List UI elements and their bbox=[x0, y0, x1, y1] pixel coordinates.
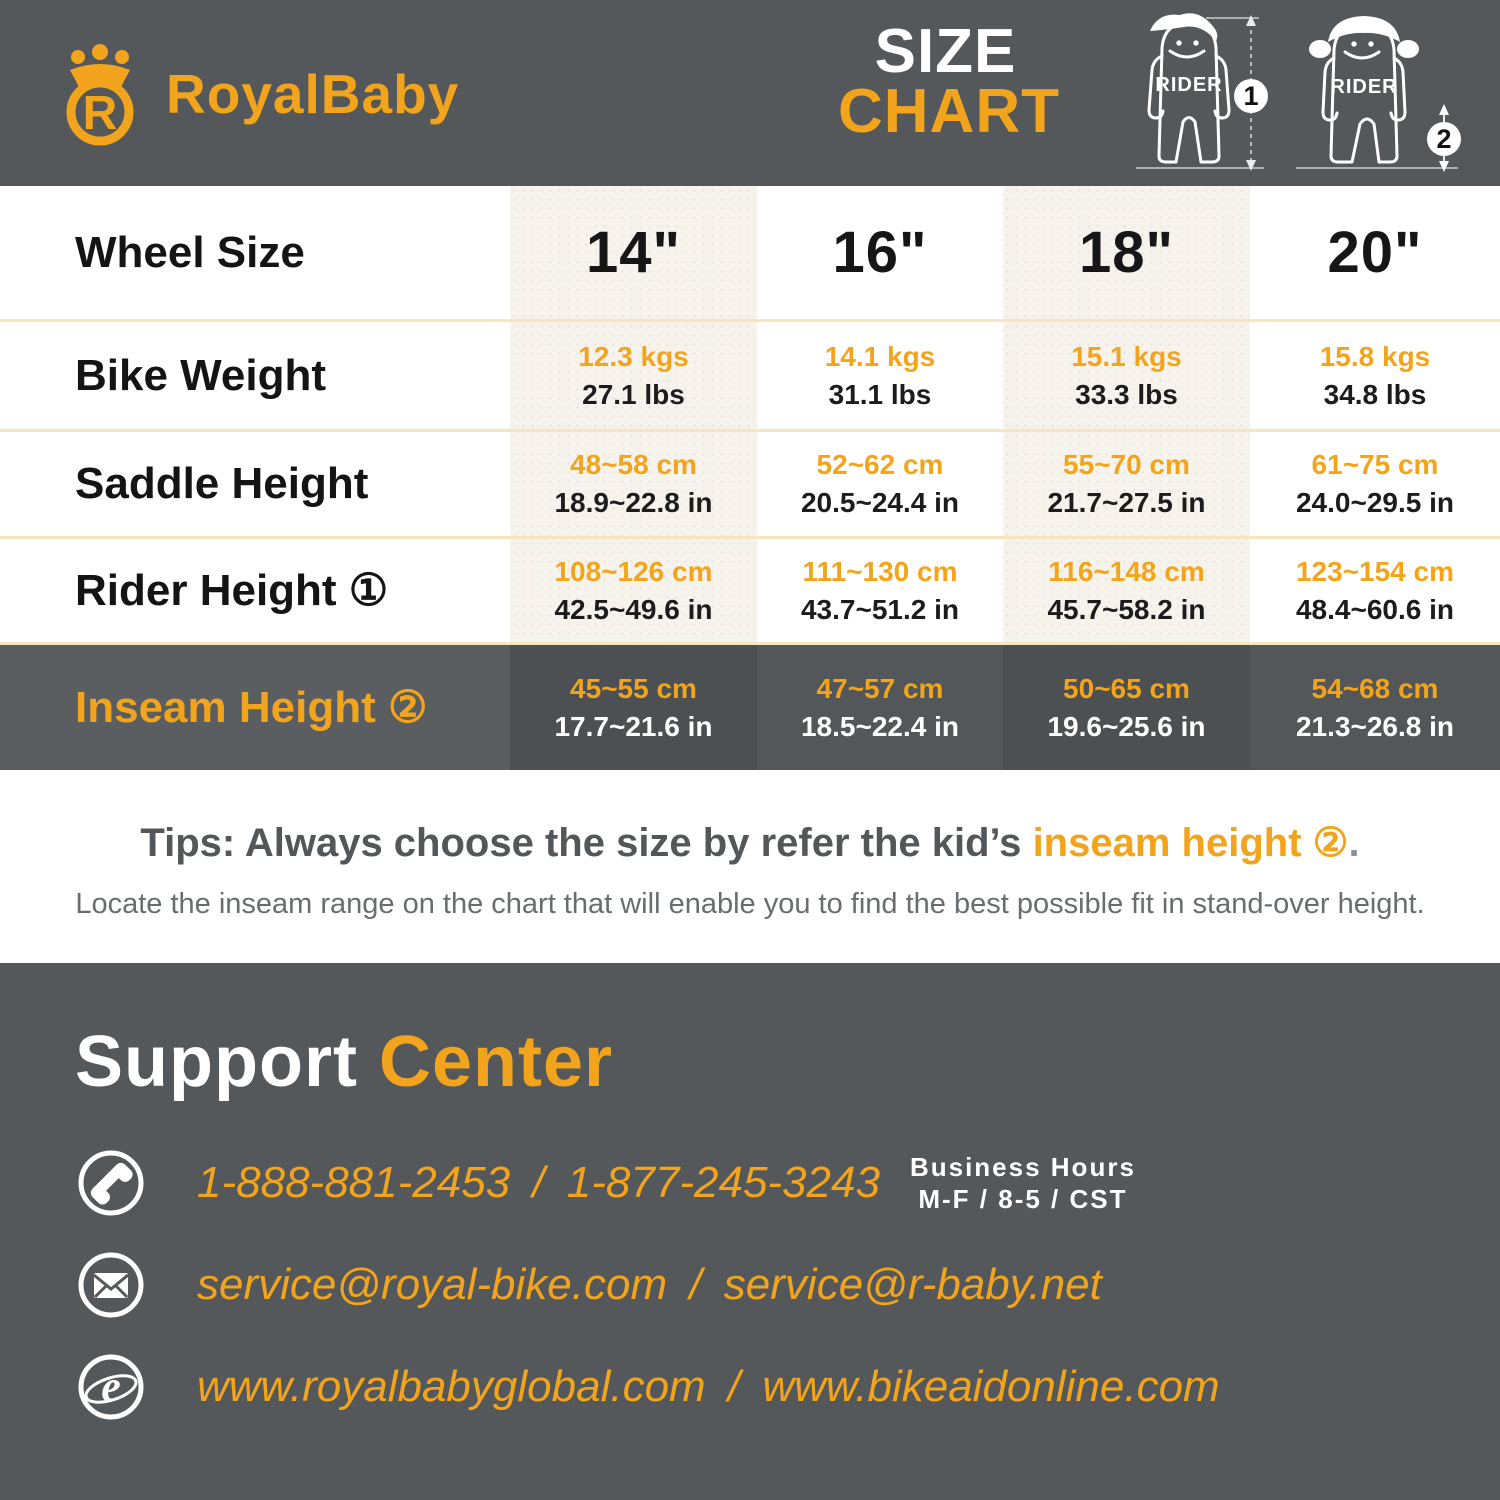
business-hours-value: M-F / 8-5 / CST bbox=[918, 1184, 1128, 1214]
row-label-text: Rider Height ① bbox=[75, 566, 389, 615]
imperial-value: 27.1 lbs bbox=[582, 378, 685, 410]
wheel-size-18 bbox=[1003, 186, 1250, 319]
inseam-height-18 bbox=[1003, 642, 1250, 770]
inseam-height-14 bbox=[510, 642, 757, 770]
rider-label: RIDER bbox=[1330, 76, 1398, 98]
column-header: 14" bbox=[585, 220, 681, 285]
badge-2: 2 bbox=[1436, 124, 1452, 154]
metric-value: 45~55 cm bbox=[570, 672, 697, 704]
inseam-height-figure-icon bbox=[1286, 8, 1466, 180]
imperial-value: 21.7~27.5 in bbox=[1047, 487, 1206, 518]
phone-row bbox=[75, 1147, 1500, 1219]
imperial-value: 33.3 lbs bbox=[1075, 378, 1178, 410]
tips-section bbox=[0, 770, 1500, 963]
row-label-text: Saddle Height bbox=[75, 459, 369, 508]
metric-value: 15.8 kgs bbox=[1319, 340, 1431, 372]
inseam-height-20 bbox=[1250, 642, 1500, 770]
page-title bbox=[838, 17, 1060, 147]
tips-subtext: Locate the inseam range on the chart that will enable you to find the best possible fit in stand-over height. bbox=[75, 888, 1425, 920]
support-title-white: Support bbox=[75, 1022, 358, 1102]
imperial-value: 34.8 lbs bbox=[1323, 378, 1427, 410]
imperial-value: 17.7~21.6 in bbox=[554, 710, 713, 742]
website-row bbox=[75, 1351, 1500, 1423]
row-label-text: Wheel Size bbox=[75, 227, 305, 277]
email-row bbox=[75, 1249, 1500, 1321]
row-label-inseam-height bbox=[0, 642, 510, 770]
inseam-height-16 bbox=[757, 642, 1003, 770]
wheel-size-14 bbox=[510, 186, 757, 319]
rider-height-14 bbox=[510, 536, 757, 642]
saddle-height-20 bbox=[1250, 429, 1500, 536]
saddle-height-16 bbox=[757, 429, 1003, 536]
column-header: 16" bbox=[832, 220, 928, 285]
rider-label: RIDER bbox=[1155, 74, 1223, 96]
phone-icon bbox=[75, 1147, 147, 1219]
imperial-value: 18.5~22.4 in bbox=[800, 710, 959, 742]
metric-value: 111~130 cm bbox=[802, 555, 958, 587]
row-label-rider-height bbox=[0, 536, 510, 642]
metric-value: 12.3 kgs bbox=[578, 340, 689, 372]
svg-text:e: e bbox=[101, 1362, 121, 1411]
tips-heading-gray: Tips: Always choose the size by refer the kid’s bbox=[140, 821, 1022, 865]
rider-height-20 bbox=[1250, 536, 1500, 642]
title-chart: CHART bbox=[838, 77, 1060, 147]
row-label-wheel-size bbox=[0, 186, 510, 319]
metric-value: 116~148 cm bbox=[1048, 555, 1205, 587]
metric-value: 55~70 cm bbox=[1063, 449, 1190, 481]
bike-weight-16 bbox=[757, 319, 1003, 429]
crown-r-logo-icon bbox=[50, 40, 150, 148]
rider-height-figure-icon bbox=[1106, 8, 1271, 180]
metric-value: 54~68 cm bbox=[1311, 672, 1439, 704]
saddle-height-14 bbox=[510, 429, 757, 536]
website-urls: www.royalbabyglobal.com / www.bikeaidonline.com bbox=[197, 1362, 1220, 1411]
metric-value: 123~154 cm bbox=[1295, 555, 1455, 587]
support-section bbox=[0, 963, 1500, 1500]
metric-value: 47~57 cm bbox=[816, 672, 944, 704]
brand-name: RoyalBaby bbox=[166, 63, 460, 125]
phone-numbers: 1-888-881-2453 / 1-877-245-3243 bbox=[197, 1158, 880, 1207]
bike-weight-14 bbox=[510, 319, 757, 429]
row-label-text: Inseam Height ② bbox=[75, 683, 428, 732]
business-hours-label: Business Hours bbox=[909, 1151, 1136, 1182]
wheel-size-20 bbox=[1250, 186, 1500, 319]
imperial-value: 20.5~24.4 in bbox=[800, 487, 959, 518]
saddle-height-18 bbox=[1003, 429, 1250, 536]
business-hours bbox=[910, 1151, 1136, 1216]
rider-height-16 bbox=[757, 536, 1003, 642]
tips-heading bbox=[0, 820, 1500, 866]
row-label-bike-weight bbox=[0, 319, 510, 429]
tips-heading-period: . bbox=[1348, 821, 1360, 865]
tips-heading-orange: inseam height ② bbox=[1032, 821, 1349, 865]
imperial-value: 21.3~26.8 in bbox=[1295, 710, 1454, 742]
row-label-saddle-height bbox=[0, 429, 510, 536]
metric-value: 108~126 cm bbox=[554, 555, 713, 587]
imperial-value: 48.4~60.6 in bbox=[1295, 593, 1454, 625]
wheel-size-16 bbox=[757, 186, 1003, 319]
imperial-value: 31.1 lbs bbox=[828, 378, 932, 410]
email-icon bbox=[75, 1249, 147, 1321]
email-addresses: service@royal-bike.com / service@r-baby.net bbox=[197, 1260, 1102, 1309]
logo-monogram: R bbox=[82, 87, 118, 140]
metric-value: 14.1 kgs bbox=[824, 340, 936, 372]
metric-value: 61~75 cm bbox=[1311, 449, 1439, 481]
rider-height-18 bbox=[1003, 536, 1250, 642]
support-title bbox=[75, 1021, 1500, 1103]
badge-1: 1 bbox=[1243, 81, 1259, 111]
imperial-value: 24.0~29.5 in bbox=[1295, 487, 1454, 518]
header bbox=[0, 0, 1500, 186]
bike-weight-18 bbox=[1003, 319, 1250, 429]
imperial-value: 18.9~22.8 in bbox=[554, 487, 713, 518]
brand-logo bbox=[50, 40, 459, 148]
title-size: SIZE bbox=[874, 17, 1017, 86]
metric-value: 50~65 cm bbox=[1063, 672, 1190, 704]
metric-value: 48~58 cm bbox=[570, 449, 697, 481]
column-header: 18" bbox=[1078, 220, 1174, 285]
imperial-value: 42.5~49.6 in bbox=[554, 593, 713, 625]
support-title-orange: Center bbox=[378, 1022, 614, 1102]
globe-e-icon bbox=[75, 1351, 147, 1423]
metric-value: 15.1 kgs bbox=[1071, 340, 1182, 372]
column-header: 20" bbox=[1327, 220, 1423, 285]
imperial-value: 45.7~58.2 in bbox=[1047, 593, 1206, 625]
imperial-value: 43.7~51.2 in bbox=[800, 593, 959, 625]
metric-value: 52~62 cm bbox=[816, 449, 944, 481]
bike-weight-20 bbox=[1250, 319, 1500, 429]
size-table bbox=[0, 186, 1500, 770]
imperial-value: 19.6~25.6 in bbox=[1047, 710, 1206, 742]
row-label-text: Bike Weight bbox=[75, 350, 327, 400]
